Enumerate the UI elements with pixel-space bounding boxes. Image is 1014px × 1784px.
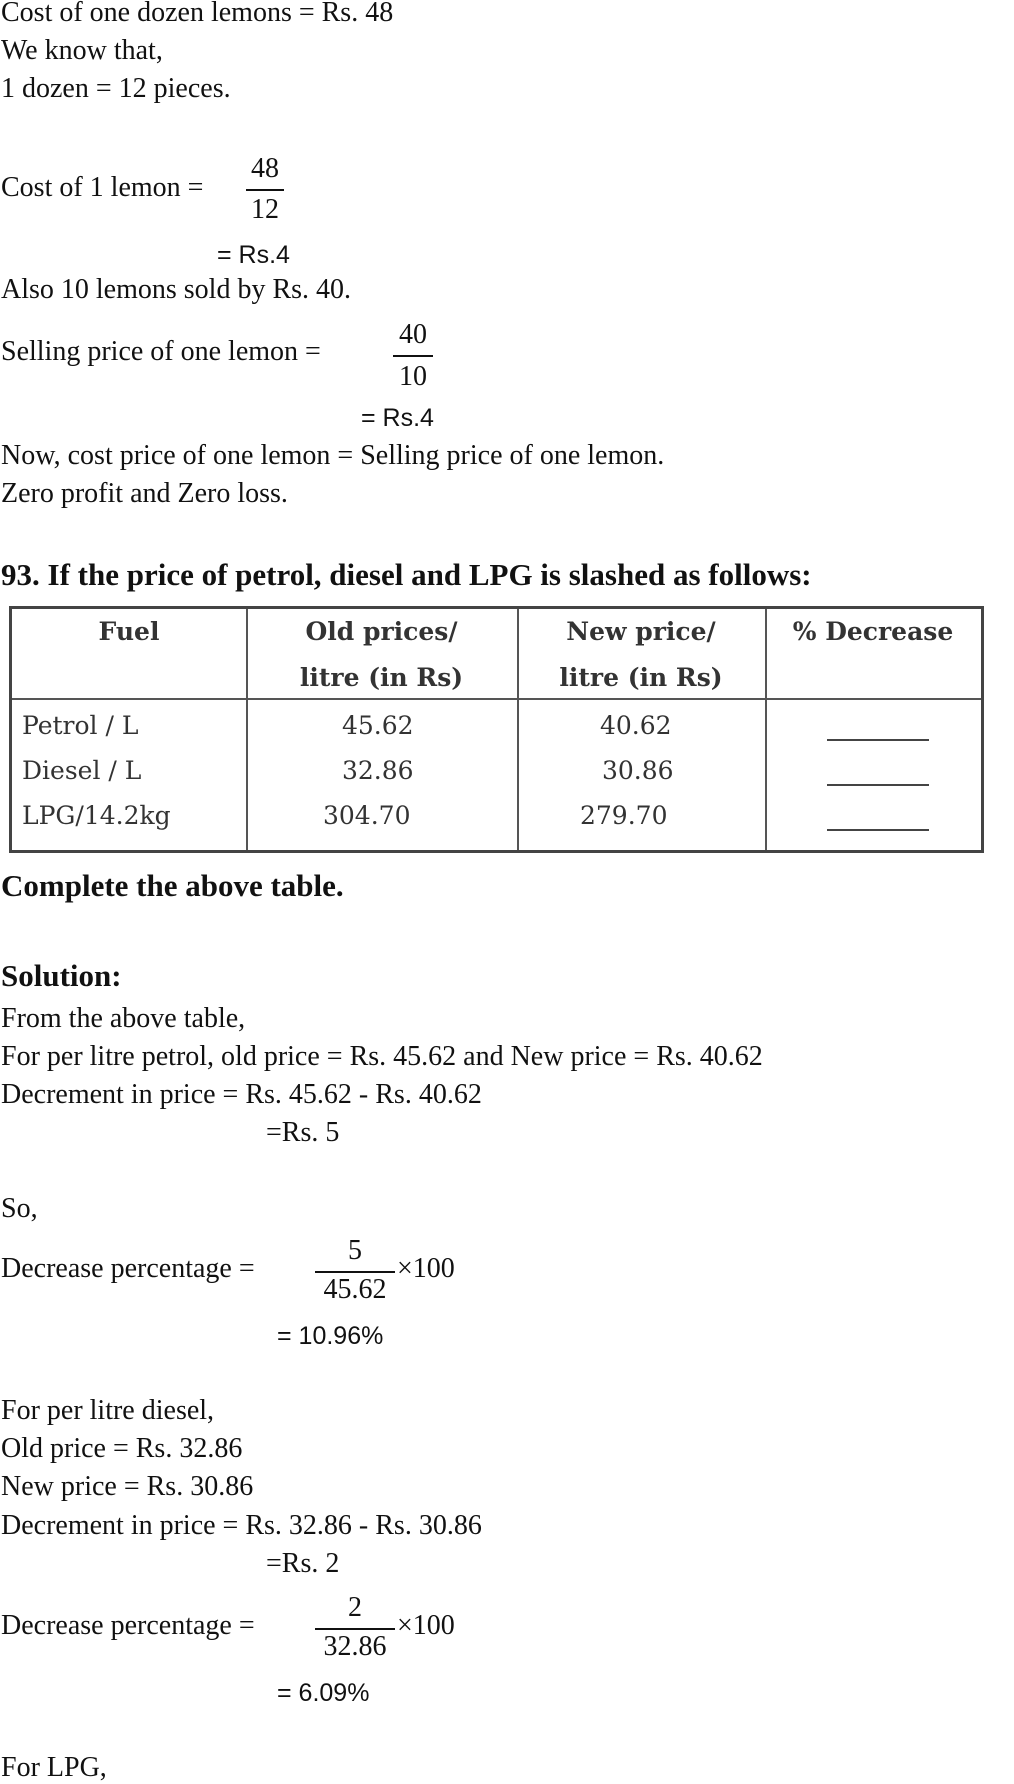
instruction: Complete the above table. <box>1 868 344 903</box>
text-line: For LPG, <box>1 1752 107 1783</box>
cell-fuel: Petrol / L <box>22 711 139 740</box>
header-decrease: % Decrease <box>792 617 954 646</box>
text-line: For per litre petrol, old price = Rs. 45.62 and New price = Rs. 40.62 <box>1 1041 763 1072</box>
text-line: Old price = Rs. 32.86 <box>1 1433 243 1464</box>
times-hundred: ×100 <box>397 1610 455 1641</box>
cell-old: 304.70 <box>323 801 411 830</box>
text-line: For per litre diesel, <box>1 1395 215 1426</box>
result: = 10.96% <box>277 1322 384 1350</box>
sell-label: Selling price of one lemon = <box>1 336 321 367</box>
header-old-line1: Old prices/ <box>305 617 458 646</box>
numerator: 40 <box>399 319 427 350</box>
blank-answer <box>827 739 929 741</box>
header-old-line2: litre (in Rs) <box>299 663 464 692</box>
fraction <box>315 1588 395 1664</box>
times-hundred: ×100 <box>397 1253 455 1284</box>
denominator: 12 <box>251 194 279 225</box>
cost-label: Cost of 1 lemon = <box>1 172 204 203</box>
header-new-line1: New price/ <box>566 617 716 646</box>
pct-label: Decrease percentage = <box>1 1610 255 1641</box>
cell-fuel: Diesel / L <box>22 756 142 785</box>
result: = Rs.4 <box>217 241 290 269</box>
question-heading: 93. If the price of petrol, diesel and LPG is slashed as follows: <box>1 557 812 592</box>
cell-new: 279.70 <box>580 801 668 830</box>
denominator: 32.86 <box>323 1631 387 1662</box>
solution-heading: Solution: <box>1 958 122 993</box>
numerator: 5 <box>348 1235 362 1266</box>
blank-answer <box>827 784 929 786</box>
result: = 6.09% <box>277 1679 370 1707</box>
header-new-line2: litre (in Rs) <box>559 663 723 692</box>
text-line: From the above table, <box>1 1003 246 1034</box>
fraction <box>393 315 433 397</box>
numerator: 48 <box>251 153 279 184</box>
fraction <box>246 149 284 229</box>
result: = Rs.4 <box>361 404 434 432</box>
text-line: Decrement in price = Rs. 32.86 - Rs. 30.86 <box>1 1510 482 1541</box>
price-table <box>9 606 984 853</box>
fraction <box>315 1231 395 1307</box>
text-line: Also 10 lemons sold by Rs. 40. <box>1 274 352 305</box>
header-fuel: Fuel <box>98 617 160 646</box>
cell-old: 32.86 <box>342 756 414 785</box>
cell-fuel: LPG/14.2kg <box>22 801 171 830</box>
cell-old: 45.62 <box>342 711 414 740</box>
pct-label: Decrease percentage = <box>1 1253 255 1284</box>
text-line: 1 dozen = 12 pieces. <box>1 73 231 104</box>
cell-new: 40.62 <box>600 711 672 740</box>
cell-new: 30.86 <box>602 756 674 785</box>
text-line: =Rs. 2 <box>266 1548 340 1579</box>
denominator: 45.62 <box>323 1274 387 1305</box>
text-line: Decrement in price = Rs. 45.62 - Rs. 40.62 <box>1 1079 482 1110</box>
denominator: 10 <box>399 361 427 392</box>
text-line: New price = Rs. 30.86 <box>1 1471 254 1502</box>
text-line: =Rs. 5 <box>266 1117 340 1148</box>
text-line: Now, cost price of one lemon = Selling price of one lemon. <box>1 440 665 471</box>
text-line: We know that, <box>1 35 163 66</box>
blank-answer <box>827 829 929 831</box>
text-line: So, <box>1 1193 38 1224</box>
numerator: 2 <box>348 1592 362 1623</box>
text-line: Zero profit and Zero loss. <box>1 478 288 509</box>
text-line: Cost of one dozen lemons = Rs. 48 <box>1 0 394 28</box>
